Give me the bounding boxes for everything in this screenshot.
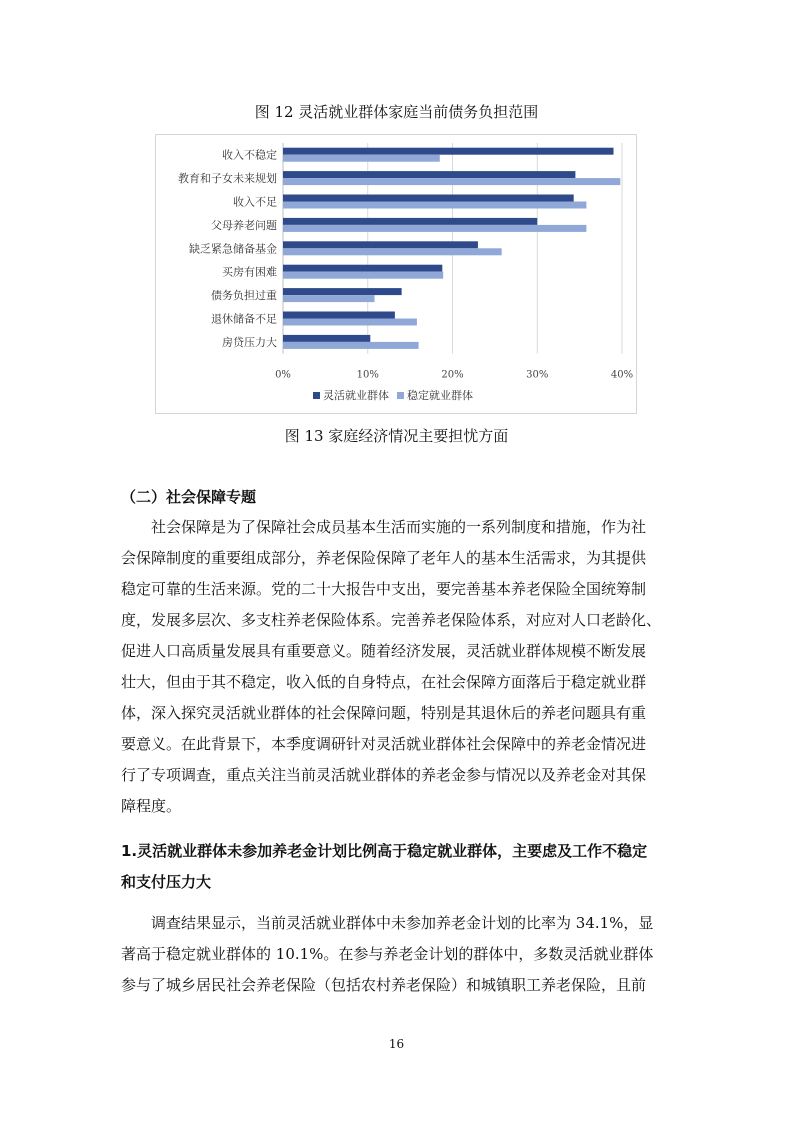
bar-flexible [283, 241, 478, 248]
bar-flexible [283, 288, 402, 295]
paragraph-line: 壮大，但由于其不稳定，收入低的自身特点，在社会保障方面落后于稳定就业群 [121, 673, 647, 691]
x-tick-label: 30% [526, 369, 549, 381]
category-label: 收入不足 [233, 195, 277, 209]
paragraph-line: 著高于稳定就业群体的 10.1%。在参与养老金计划的群体中，多数灵活就业群体 [121, 945, 654, 963]
legend-label: 灵活就业群体 [323, 389, 389, 402]
x-tick-label: 40% [610, 369, 634, 381]
bar-stable [283, 248, 502, 255]
x-tick-label: 0% [275, 369, 291, 381]
bar-stable [283, 295, 375, 302]
paragraph-line: 障程度。 [121, 797, 182, 815]
paragraph-line: 稳定可靠的生活来源。党的二十大报告中支出，要完善基本养老保险全国统筹制 [121, 580, 647, 598]
bar-stable [283, 342, 419, 349]
bar-flexible [283, 312, 395, 319]
paragraph-line: 要意义。在此背景下，本季度调研针对灵活就业群体社会保障中的养老金情况进 [121, 735, 647, 753]
x-tick-label: 10% [356, 369, 379, 381]
category-label: 债务负担过重 [211, 289, 277, 303]
legend-label: 稳定就业群体 [407, 389, 473, 402]
figure-13-caption: 图 13 家庭经济情况主要担忧方面 [284, 427, 509, 445]
heading-line: 1.灵活就业群体未参加养老金计划比例高于稳定就业群体，主要虑及工作不稳定 [121, 842, 648, 860]
section-title: （二）社会保障专题 [121, 488, 257, 506]
paragraph-line: 体，深入探究灵活就业群体的社会保障问题，特别是其退休后的养老问题具有重 [121, 704, 647, 722]
bar-flexible [283, 218, 537, 225]
bar-flexible [283, 148, 614, 155]
paragraph-line: 度，发展多层次、多支柱养老保险体系。完善养老保险体系，对应对人口老龄化、 [121, 611, 662, 629]
legend-swatch [397, 392, 404, 399]
bar-stable [283, 272, 443, 279]
bar-stable [283, 202, 586, 209]
paragraph-line: 促进人口高质量发展具有重要意义。随着经济发展，灵活就业群体规模不断发展 [121, 642, 647, 660]
paragraph-line: 参与了城乡居民社会养老保险（包括农村养老保险）和城镇职工养老保险，且前 [121, 976, 647, 994]
page-number: 16 [388, 1037, 405, 1051]
bar-stable [283, 319, 417, 326]
category-label: 缺乏紧急储备基金 [189, 242, 277, 256]
bar-stable [283, 155, 440, 162]
bar-flexible [283, 195, 574, 202]
category-label: 买房有困难 [222, 265, 277, 279]
bar-stable [283, 225, 586, 232]
x-tick-label: 20% [441, 369, 464, 381]
bar-flexible [283, 171, 575, 178]
paragraph-line: 调查结果显示，当前灵活就业群体中未参加养老金计划的比率为 34.1%，显 [151, 914, 654, 932]
category-label: 退休储备不足 [211, 312, 277, 326]
bar-chart-container [155, 134, 637, 414]
category-label: 教育和子女未来规划 [178, 172, 277, 186]
bar-flexible [283, 265, 442, 272]
legend-swatch [313, 392, 320, 399]
category-label: 收入不稳定 [222, 148, 277, 162]
paragraph-line: 社会保障是为了保障社会成员基本生活而实施的一系列制度和措施，作为社 [151, 518, 647, 536]
category-label: 房贷压力大 [222, 335, 277, 349]
category-label: 父母养老问题 [211, 218, 277, 232]
bar-chart [156, 135, 636, 413]
subsection-heading [121, 836, 681, 898]
bar-flexible [283, 335, 370, 342]
figure-12-caption: 图 12 灵活就业群体家庭当前债务负担范围 [254, 103, 539, 121]
bar-stable [283, 178, 620, 185]
section-paragraph-2 [121, 908, 675, 1001]
section-paragraph-1 [121, 512, 675, 822]
paragraph-line: 行了专项调查，重点关注当前灵活就业群体的养老金参与情况以及养老金对其保 [121, 766, 647, 784]
heading-line: 和支付压力大 [121, 873, 212, 891]
paragraph-line: 会保障制度的重要组成部分，养老保险保障了老年人的基本生活需求，为其提供 [121, 549, 647, 567]
